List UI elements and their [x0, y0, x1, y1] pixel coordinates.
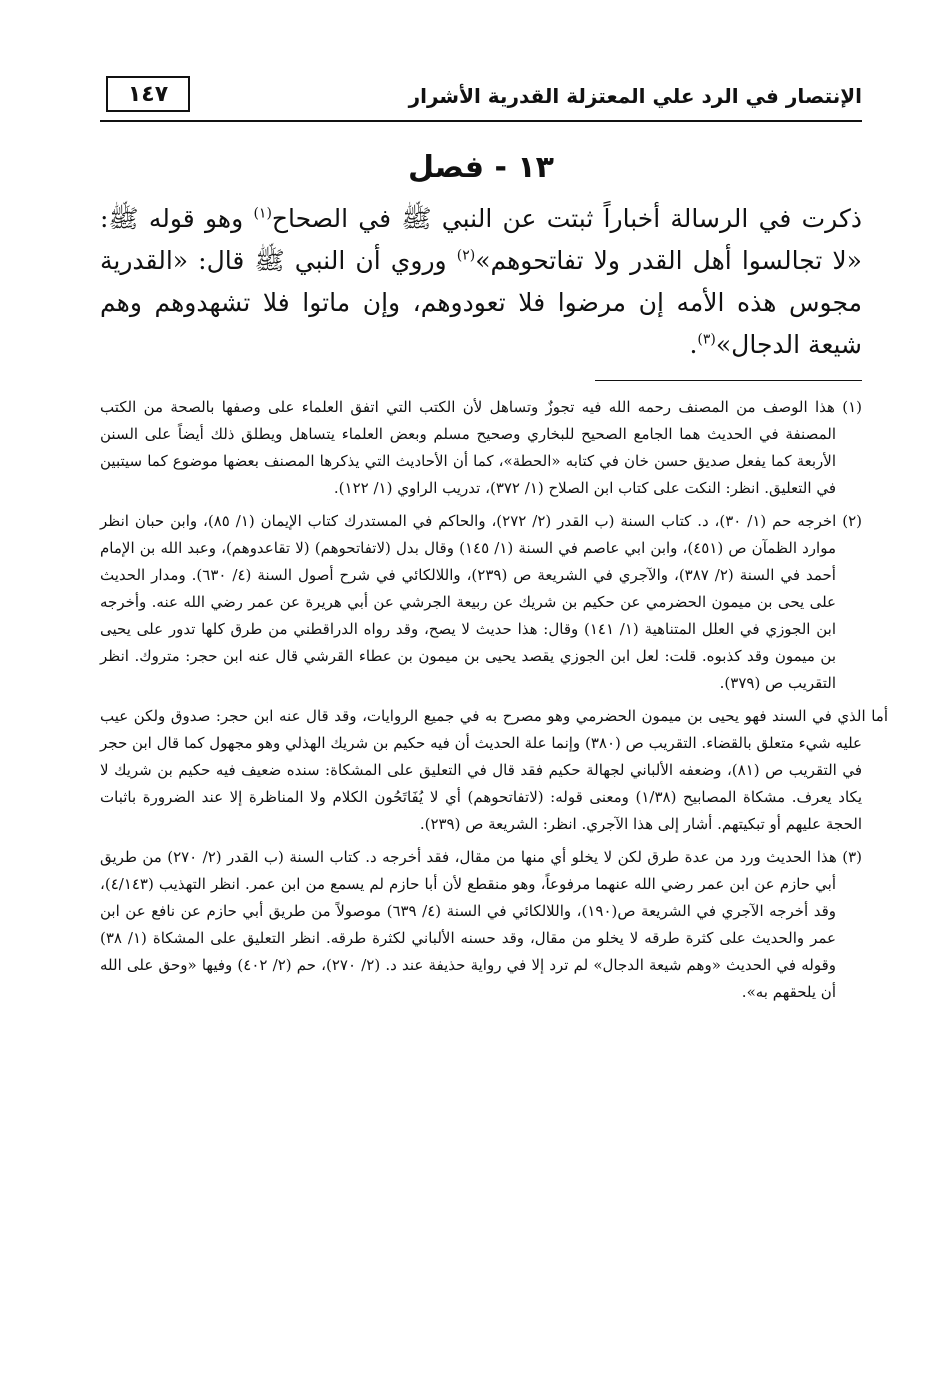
section-heading: ١٣ - فصل [408, 150, 554, 185]
footnote-2-continuation: أما الذي في السند فهو يحيى بن ميمون الحضرمي وهو مصرح به في جميع الروايات، وقد قال عنه ابن حجر: صدوق ولكن عيب عليه شيء متعلق بالقضاء. التقريب ص (٣٨٠) وإنما علة الحديث أن فيه حكيم بن شريك الهذلي وهو مجهول كما قال ابن حجر في التقريب ص (٨١)، وضعفه الألباني لجهالة حكيم فقد قال في التعليق على المشكاة: سنده ضعيف فيه حكيم بن شريك لا يكاد يعرف. مشكاة المصابيح (١/٣٨) ومعنى قوله: (لاتفاتحوهم) أي لا يُفَاتَحُون الكلام ولا المناظرة إلا عند الضرورة باثبات الحجة عليهم أو تبكيتهم. أشار إلى هذا الآجري. انظر: الشريعة ص (٢٣٩). [100, 707, 888, 833]
footnote-3-text: هذا الحديث ورد من عدة طرق لكن لا يخلو أي منها من مقال، فقد أخرجه د. كتاب السنة (ب القدر (٢/ ٢٧٠) من طريق أبي حازم عن ابن عمر رضي الله عنهما مرفوعاً، وهو منقطع لأن أبا حازم لم يسمع من ابن عمر. انظر التهذيب (٤/١٤٣)، وقد أخرجه الآجري في الشريعة ص(١٩٠)، واللالكائي في السنة (٤/ ٦٣٩) موصولاً من طريق أبي حازم عن نافع عن ابن عمر والحديث على كثرة طرقه لا يخلو من مقال، وقد حسنه الألباني لكثرة طرقه. انظر التعليق على المشكاة (١/ ٣٨) وقوله في الحديث «وهم شيعة الدجال» لم ترد إلا في رواية حذيفة عند د. (٢/ ٢٧٠)، حم (٢/ ٤٠٢) وفيها «وحق على الله أن يلحقهم به». [100, 848, 837, 1001]
footnotes-section [100, 394, 888, 1012]
footnote-ref-1: (١) [253, 205, 272, 222]
footnote-ref-2: (٢) [456, 247, 476, 264]
footnote-3-mark: (٣) [842, 848, 862, 866]
footnote-2 [100, 508, 862, 697]
paragraph-part-3: وروي أن النبي ﷺ قال: «القدرية مجوس هذه الأمه إن مرضوا فلا تعودوهم، وإن ماتوا فلا تشهدوهم وهم شيعة الدجال» [100, 246, 862, 359]
main-paragraph [100, 198, 862, 366]
footnote-separator [595, 380, 862, 381]
footnote-1-mark: (١) [842, 398, 862, 416]
header-rule [100, 120, 862, 122]
footnote-2-text: اخرجه حم (١/ ٣٠)، د. كتاب السنة (ب القدر (٢/ ٢٧٢)، والحاكم في المستدرك كتاب الإيمان (١/ ٨٥)، وابن حبان انظر موارد الظمآن ص (٤٥١)، وابن ابي عاصم في السنة (١/ ١٤٥) وقال بدل (لاتفاتحوهم) (لا تقاعدوهم)، وعبد الله بن الإمام أحمد في السنة (٢/ ٣٨٧)، والآجري في الشريعة ص (٢٣٩)، واللالكائي في شرح أصول السنة (٤/ ٦٣٠). ومدار الحديث على يحى بن ميمون الحضرمي عن حكيم بن شريك عن ربيعة الجرشي عن أبي هريرة عن عمر رضي الله عنه. وأخرجه ابن الجوزي في العلل المتناهية (١/ ١٤١) وقال: هذا حديث لا يصح، وقد رواه الدراقطني من طرق كلها تدور على يحيى بن ميمون وقد كذبوه. قلت: لعل ابن الجوزي يقصد يحيى بن ميمون بن عطاء القرشي قال عنه ابن حجر: متروك. انظر التقريب ص (٣٧٩). [100, 512, 837, 692]
footnote-1-text: هذا الوصف من المصنف رحمه الله فيه تجوزٌ وتساهل لأن الكتب التي اتفق العلماء على وصفها بالصحة من الكتب المصنفة في الحديث هما الجامع الصحيح للبخاري وصحيح مسلم وبعض العلماء يتساهل ويطلق ذلك أيضاً على السنن الأربعة كما يفعل صديق حسن خان في كتابه «الحطة»، كما أن الأحاديث التي يذكرها المصنف بعضها موضوع كما سيتبين في التعليق. انظر: النكت على كتاب ابن الصلاح (١/ ٣٧٢)، تدريب الراوي (١/ ١٢٢). [100, 398, 836, 497]
footnote-ref-3: (٣) [697, 331, 716, 348]
footnote-2-mark: (٢) [842, 512, 863, 530]
running-title: الإنتصار في الرد علي المعتزلة القدرية الأشرار [408, 84, 862, 108]
paragraph-part-2: وهو قوله ﷺ: «لا تجالسوا أهل القدر ولا تفاتحوهم» [100, 204, 862, 275]
footnote-1 [100, 394, 862, 502]
footnote-3 [100, 844, 862, 1006]
paragraph-part-1: ذكرت في الرسالة أخباراً ثبتت عن النبي ﷺ في الصحاح [271, 204, 862, 233]
paragraph-end: . [689, 330, 698, 359]
page-header [100, 74, 862, 122]
page-number: ١٤٧ [106, 76, 190, 112]
